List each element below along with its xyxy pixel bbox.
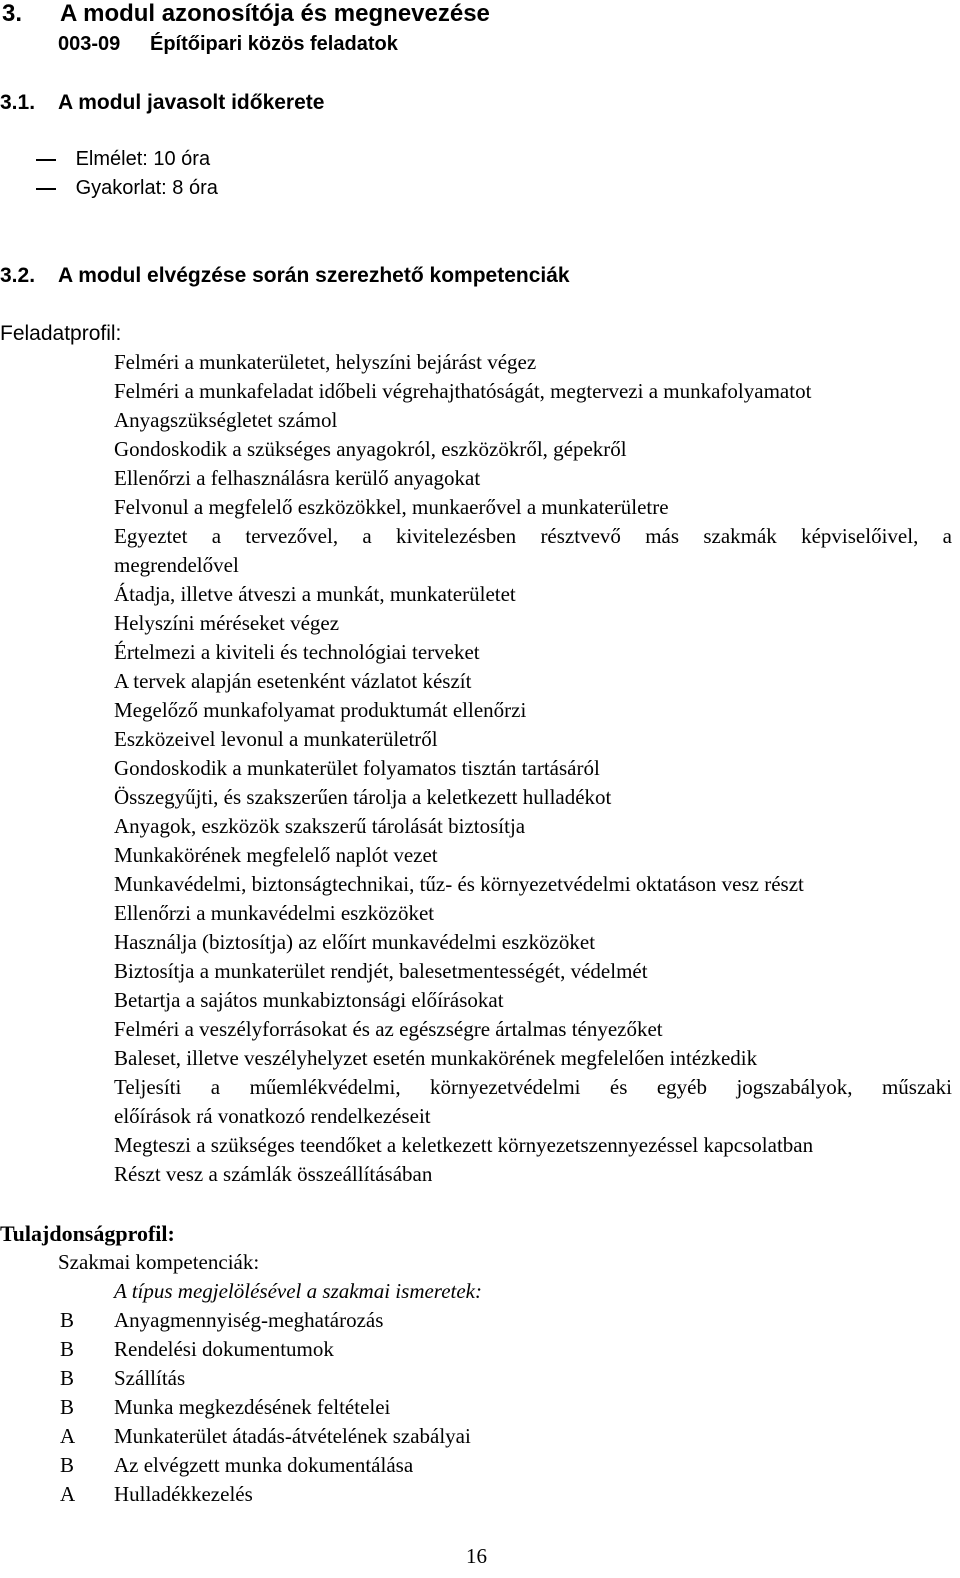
task-word: kivitelezésben bbox=[396, 524, 517, 548]
task-word: egyéb bbox=[656, 1075, 708, 1099]
item-text: Rendelési dokumentumok bbox=[114, 1337, 334, 1361]
task-item: Felméri a munkaterületet, helyszíni bejárást végez bbox=[114, 350, 537, 374]
task-item: Munkavédelmi, biztonságtechnikai, tűz- és környezetvédelmi oktatáson vesz részt bbox=[114, 872, 804, 896]
item-text: Szállítás bbox=[114, 1366, 186, 1390]
task-item: előírások rá vonatkozó rendelkezéseit bbox=[114, 1104, 431, 1128]
task-item: Betartja a sajátos munkabiztonsági előírásokat bbox=[114, 988, 504, 1012]
task-item: Értelmezi a kiviteli és technológiai terveket bbox=[114, 640, 480, 664]
task-item: Felméri a munkafeladat időbeli végrehajthatóságát, megtervezi a munkafolyamatot bbox=[114, 379, 812, 403]
dash-bullet-icon bbox=[36, 159, 56, 161]
task-item: Munkakörének megfelelő naplót vezet bbox=[114, 843, 438, 867]
item-text: Anyagmennyiség-meghatározás bbox=[114, 1308, 384, 1332]
dash-bullet-icon bbox=[36, 188, 56, 190]
task-word: tervezővel, bbox=[245, 524, 339, 548]
task-word: és bbox=[609, 1075, 628, 1099]
item-type: A bbox=[60, 1482, 76, 1506]
task-item: Gondoskodik a munkaterület folyamatos tisztán tartásáról bbox=[114, 756, 600, 780]
task-item: Ellenőrzi a munkavédelmi eszközöket bbox=[114, 901, 435, 925]
task-item: Eszközeivel levonul a munkaterületről bbox=[114, 727, 438, 751]
subsection-3-1-number: 3.1. bbox=[0, 91, 36, 114]
subsection-3-2-number: 3.2. bbox=[0, 264, 36, 287]
item-type: B bbox=[60, 1308, 75, 1332]
task-word: műszaki bbox=[881, 1075, 952, 1099]
professional-competencies-label: Szakmai kompetenciák: bbox=[58, 1250, 260, 1274]
task-item: Felméri a veszélyforrásokat és az egészségre ártalmas tényezőket bbox=[114, 1017, 663, 1041]
task-item: Megteszi a szükséges teendőket a keletkezett környezetszennyezéssel kapcsolatban bbox=[114, 1133, 814, 1157]
task-item: megrendelővel bbox=[114, 553, 239, 577]
task-item: Részt vesz a számlák összeállításában bbox=[114, 1162, 433, 1186]
item-type: B bbox=[60, 1453, 75, 1477]
task-item: Átadja, illetve átveszi a munkát, munkaterületet bbox=[114, 582, 516, 606]
task-word: résztvevő bbox=[540, 524, 621, 548]
item-type: B bbox=[60, 1366, 75, 1390]
task-word: a bbox=[362, 524, 372, 548]
item-text: Munkaterület átadás-átvételének szabályai bbox=[114, 1424, 471, 1448]
item-type: B bbox=[60, 1337, 75, 1361]
item-type: A bbox=[60, 1424, 76, 1448]
task-item: Összegyűjti, és szakszerűen tárolja a keletkezett hulladékot bbox=[114, 785, 612, 809]
task-item: Használja (biztosítja) az előírt munkavédelmi eszközöket bbox=[114, 930, 596, 954]
task-item bbox=[114, 1077, 952, 1098]
task-item: A tervek alapján esetenként vázlatot készít bbox=[114, 669, 472, 693]
task-item: Ellenőrzi a felhasználásra kerülő anyagokat bbox=[114, 466, 481, 490]
task-word: Egyeztet bbox=[114, 524, 188, 548]
time-item-theory bbox=[36, 149, 210, 169]
item-text: Hulladékkezelés bbox=[114, 1482, 253, 1506]
time-item-practice bbox=[36, 178, 218, 198]
section-number: 3. bbox=[2, 0, 23, 27]
page-number: 16 bbox=[466, 1544, 487, 1568]
task-item bbox=[114, 526, 952, 547]
module-code: 003-09 bbox=[58, 33, 121, 55]
task-item: Anyagszükségletet számol bbox=[114, 408, 338, 432]
task-word: környezetvédelmi bbox=[430, 1075, 581, 1099]
type-header: A típus megjelölésével a szakmai ismeretek: bbox=[114, 1279, 482, 1303]
subsection-3-2-title: A modul elvégzése során szerezhető kompetenciák bbox=[58, 264, 570, 287]
task-word: jogszabályok, bbox=[736, 1075, 853, 1099]
time-item-label: Gyakorlat: 8 óra bbox=[75, 177, 218, 199]
task-word: szakmák bbox=[703, 524, 777, 548]
module-name: Építőipari közös feladatok bbox=[150, 33, 398, 55]
task-word: a bbox=[210, 1075, 221, 1099]
task-item: Gondoskodik a szükséges anyagokról, eszközökről, gépekről bbox=[114, 437, 627, 461]
task-word: a bbox=[211, 524, 222, 548]
item-type: B bbox=[60, 1395, 75, 1419]
item-text: Az elvégzett munka dokumentálása bbox=[114, 1453, 414, 1477]
time-item-label: Elmélet: 10 óra bbox=[75, 148, 211, 170]
property-profile-label: Tulajdonságprofil: bbox=[0, 1221, 175, 1246]
task-word: képviselőivel, bbox=[801, 524, 919, 548]
task-item: Baleset, illetve veszélyhelyzet esetén munkakörének megfelelően intézkedik bbox=[114, 1046, 758, 1070]
task-item: Biztosítja a munkaterület rendjét, balesetmentességét, védelmét bbox=[114, 959, 648, 983]
task-word: műemlékvédelmi, bbox=[249, 1075, 401, 1099]
task-item: Helyszíni méréseket végez bbox=[114, 611, 340, 635]
section-title: A modul azonosítója és megnevezése bbox=[60, 0, 490, 27]
task-word: a bbox=[942, 524, 952, 548]
task-item: Anyagok, eszközök szakszerű tárolását biztosítja bbox=[114, 814, 526, 838]
task-item: Felvonul a megfelelő eszközökkel, munkaerővel a munkaterületre bbox=[114, 495, 669, 519]
item-text: Munka megkezdésének feltételei bbox=[114, 1395, 391, 1419]
task-word: más bbox=[645, 524, 680, 548]
task-word: Teljesíti bbox=[114, 1075, 182, 1099]
subsection-3-1-title: A modul javasolt időkerete bbox=[58, 91, 325, 114]
task-profile-label: Feladatprofil: bbox=[0, 322, 122, 345]
task-item: Megelőző munkafolyamat produktumát ellenőrzi bbox=[114, 698, 527, 722]
